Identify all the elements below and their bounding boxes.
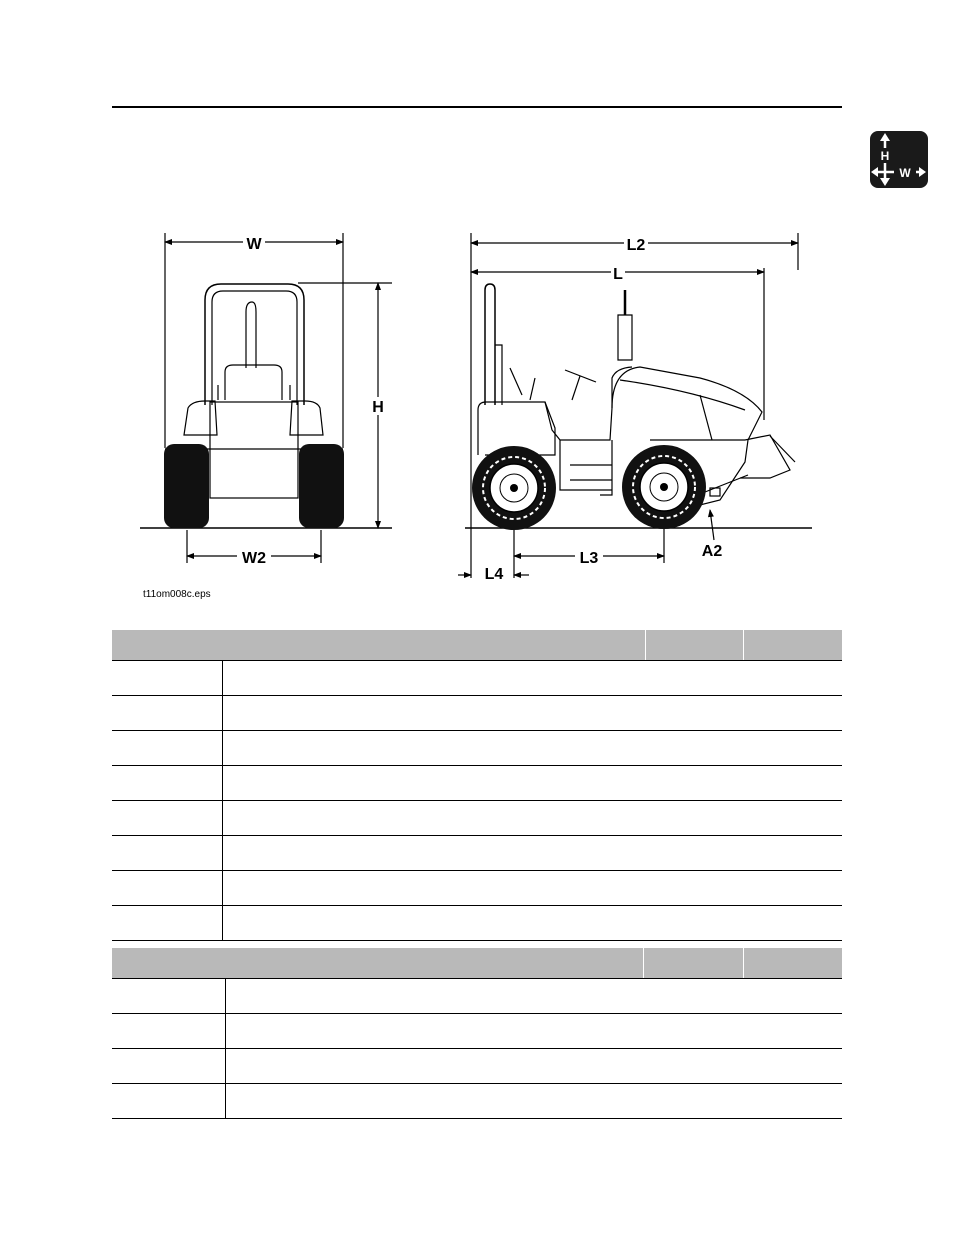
dimensions-table-1: [112, 630, 842, 941]
dim-label-w: W: [246, 236, 262, 253]
table-row: [112, 661, 842, 696]
header-cell-unit-2: [743, 630, 842, 661]
header-cell-unit-1: [643, 948, 743, 979]
dimensions-table-2: [112, 948, 842, 1119]
header-cell-description: [112, 630, 645, 661]
icon-label-h: H: [880, 149, 890, 163]
dim-label-w2: W2: [242, 550, 266, 567]
header-cell-description: [112, 948, 643, 979]
table-row: [112, 1049, 842, 1084]
dim-label-h: H: [372, 399, 384, 416]
table-row: [112, 906, 842, 941]
table-row: [112, 1084, 842, 1119]
front-right-tire: [299, 444, 344, 528]
icon-label-w: W: [899, 166, 911, 180]
rear-wheel: [472, 446, 556, 530]
dim-label-l4: L4: [484, 566, 504, 583]
figure-caption: t11om008c.eps: [143, 589, 211, 600]
header-cell-unit-2: [743, 948, 842, 979]
table-row: [112, 979, 842, 1014]
dim-label-l3: L3: [579, 550, 599, 567]
dim-label-l2: L2: [626, 237, 646, 254]
table-row: [112, 836, 842, 871]
table-row: [112, 871, 842, 906]
table-header-row: [112, 630, 842, 661]
table-row: [112, 801, 842, 836]
table-header-row: [112, 948, 842, 979]
front-wheel: [622, 445, 706, 529]
table-row: [112, 1014, 842, 1049]
dim-label-a2: A2: [701, 543, 723, 560]
table-row: [112, 696, 842, 731]
header-cell-unit-1: [645, 630, 743, 661]
dim-label-l: L: [613, 266, 623, 283]
table-row: [112, 766, 842, 801]
table-row: [112, 731, 842, 766]
front-left-tire: [164, 444, 209, 528]
